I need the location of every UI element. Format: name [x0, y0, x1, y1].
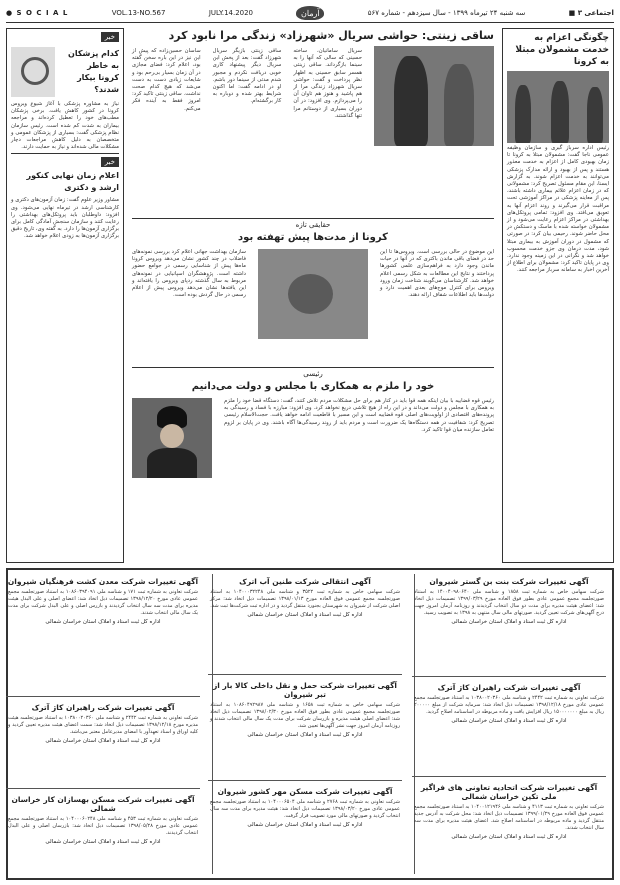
notice-card: آگهی تغییرات شرکت مسکن بهسازان کار خراسان شمالی شرکت تعاونی به شماره ثبت ۴۵۳ و شناسه ملی ۱۰۴۰۰۰۶۰۲۴۸ به استناد صورتجلسه مجمع عمومی عادی مورخ ۱۳۹۸/۰۵/۲۸ تصمیمات ذیل اتخاذ شد: بازرسان اصلی و علی البدل انتخاب گردیدند. اداره کل ثبت اسناد و املاک استان خراسان شمالی [8, 795, 198, 845]
right-article-title: چگونگی اعزام به خدمت مشمولان مبتلا به کرونا [515, 33, 609, 67]
newspaper-logo: آرمان [296, 6, 324, 20]
main-article-body-1: سریال سامانیان، ساخته حسینی که سالی که آنها را به سینما بازگرداند. ساقی زینتی همسر سابق حسینی به اظهار نظر پرداخت و گفت: حواشی سریال شهرزاد زندگی مرا از هم پاشید و هنوز هم تاوان آن را می‌پردازم. وی افزود: در آن دوران بسیاری از دوستانم مرا تنها گذاشتند. [293, 48, 362, 119]
notice-card: آگهی تغییرات شرکت راهبران کاژ آترک شرکت تعاونی به شماره ثبت ۲۴۴۲ و شناسه ملی ۱۰۳۸۰۰۲۰۳۶۰ به استناد صورتجلسه هیئت مدیره مورخ ۱۳۹۸/۱۲/۱۸ تصمیمات ذیل اتخاذ شد: سمت اعضای هیئت مدیره تعیین گردید و کلیه اوراق و اسناد تعهدآور با امضای مدیرعامل معتبر می‌باشد. اداره کل ثبت اسناد و املاک استان خراسان شمالی [8, 703, 199, 744]
page-header [6, 4, 614, 23]
low-article-body: رئیس قوه قضاییه با بیان اینکه همه قوا باید در کنار هم برای حل مشکلات مردم تلاش کنند، گفت: دستگاه قضا خود را ملزم به همکاری با مجلس و دولت می‌داند و در این راه از هیچ تلاشی دریغ نخواهد کرد. وی افزود: مبارزه با فساد و رسیدگی به پرونده‌های اقتصادی از اولویت‌های اصلی قوه قضاییه است و این مسیر با قاطعیت ادامه خواهد یافت. حجت‌الاسلام رئیسی تصریح کرد: شفافیت در همه دستگاه‌ها یک ضرورت است و مردم باید از روند رسیدگی‌ها آگاه باشند. وی در پایان بر لزوم تعامل سازنده میان قوا تاکید کرد. [224, 398, 494, 433]
notice-card: آگهی تغییرات شرکت معدن کشت فرهنگیان شیروان شرکت تعاونی به شماره ثبت ۱۷۱ و شناسه ملی ۱۰۸۶۰۳۹۴۰۹۱ به استناد صورتجلسه مجمع عمومی عادی مورخ ۱۳۹۸/۱۲/۲۰ تصمیمات ذیل اتخاذ شد: اعضای اصلی و علی البدل هیئت مدیره برای مدت سه سال انتخاب گردیدند و بازرس اصلی و علی البدل شرکت برای مدت یک سال مالی انتخاب شدند. اداره کل ثبت اسناد و املاک استان خراسان شمالی [7, 577, 199, 625]
left-kicker-2: خبر [101, 157, 119, 167]
section-label-fa: اجتماعی ۳ ■ [568, 9, 614, 17]
notice-card: آگهی تغییرات شرکت راهبران کاژ آترک شرکت تعاونی به شماره ثبت ۲۴۴۲ و شناسه ملی ۱۰۳۸۰۰۲۰۳۶۰ به استناد صورتجلسه مجمع عمومی عادی مورخ ۱۳۹۸/۱۲/۱۸ تصمیمات ذیل اتخاذ شد: سرمایه شرکت از مبلغ ۲۰۰۰۰۰ ریال به مبلغ ۱۵۰۰۰۰۰۰۰ ریال افزایش یافت و ماده مربوطه در اساسنامه اصلاح گردید. اداره کل ثبت اسناد و املاک استان خراسان شمالی [414, 683, 605, 724]
main-article-body-3: ساسان حسین‌زاده که پیش از این نیز در این باره سخن گفته بود، اعلام کرد: فضای مجازی در آن زمان بسیار بی‌رحم بود و شایعات زیادی دست به دست می‌شد که هیچ کدام صحت نداشت. ساقی زینتی تاکید کرد: امروز فقط به آینده فکر می‌کنم. [131, 48, 201, 112]
date-en: JULY.14.2020 [208, 9, 254, 17]
main-article-title: ساقی زینتی: حواشی سریال «شهرزاد» زندگی مرا نابود کرد [168, 29, 494, 42]
center-column [128, 28, 498, 563]
soldiers-photo [507, 71, 609, 143]
left-kicker: خبر [101, 32, 119, 42]
virus-hands-photo [258, 249, 368, 339]
left-article-title-2: اعلام زمان نهایی کنکور ارشد و دکتری [26, 171, 119, 193]
ads-column-left [4, 574, 202, 874]
right-article-body: رئیس اداره سرباز گیری و سازمان وظیفه عمومی ناجا گفت: مشمولان مبتلا به کرونا تا زمان بهبودی کامل از اعزام به خدمت معذور هستند و پس از بهبود و ارائه مدارک پزشکی می‌توانند به خدمت اعزام شوند. به گزارش ایسنا، این مقام مسئول تصریح کرد: مشمولانی که در زمان اعزام علائم بیماری داشته باشند، پس از معاینه پزشکی در مراکز آموزشی تحت مراقبت قرار می‌گیرند و روند اعزام آنها به تعویق می‌افتد. وی افزود: تمامی پروتکل‌های بهداشتی در مراکز اعزام رعایت می‌شود و از مشمولان خواسته شده با ماسک و دستکش در محل حاضر شوند. رحیمی بیان کرد: در صورتی که مشمول در دوران آموزش به بیماری مبتلا شود، مدت درمان وی جزو خدمت محسوب خواهد شد و نگرانی در این زمینه وجود ندارد. وی در پایان تاکید کرد: مشمولان برای اطلاع از آخرین اخبار به سامانه سرباز مراجعه کنند. [507, 145, 609, 274]
volume-number: VOL.13-NO.567 [111, 9, 166, 17]
mid-article-title: کرونا از مدت‌ها پیش تهفته بود [238, 232, 388, 243]
left-article-title: کدام پزشکان به خاطر کرونا بیکار شدند؟ [68, 49, 119, 94]
legal-notices-section [6, 568, 614, 880]
notice-card: آگهی انتقالی شرکت طنین آب اترک شرکت سهامی خاص به شماره ثبت ۳۵۲۲ و شناسه ملی ۱۰۴۰۰۰۳۲۲۴۸ به استناد صورتجلسه مجمع عمومی فوق العاده مورخ ۱۳۹۸/۰۱/۱۳ تصمیمات ذیل اتخاذ شد: مرکز اصلی شرکت از شیروان به شهرستان بجنورد منتقل گردید و در اداره ثبت شرکت‌ها ثبت شد. اداره کل ثبت اسناد و املاک استان خراسان شمالی [210, 577, 401, 618]
notice-card: آگهی تغییرات شرکت اتحادیه تعاونی های فراگیر ملی تکین خراسان شمالی شرکت تعاونی به شماره ثبت ۴۱۱۳ و شناسه ملی ۱۰۴۰۰۱۲۱۹۴۶ به استناد صورتجلسه مجمع عمومی فوق العاده مورخ ۱۳۹۹/۰۱/۲۹ تصمیمات ذیل اتخاذ شد: محل شرکت به آدرس جدید منتقل گردید و ماده مربوطه در اساسنامه اصلاح شد. اعضای هیئت مدیره برای مدت سه سال انتخاب شدند. اداره کل ثبت اسناد و املاک استان خراسان شمالی [414, 783, 604, 840]
main-article-body-2: ساقی زینتی بازیگر سریال شهرزاد گفت: بعد از پخش این سریال دیگر پیشنهاد کاری خوبی دریافت نکردم و مجبور شدم مدتی از سینما دور باشم. او در ادامه گفت: اما اکنون شرایط بهتر شده و دوباره به کار برگشته‌ام. [212, 48, 282, 105]
low-article-title: خود را ملزم به همکاری با مجلس و دولت می‌دانیم [191, 381, 435, 392]
actress-photo [374, 46, 494, 146]
left-article-body: نیاز به مشاوره پزشکی با آغاز شیوع ویروس کرونا در کشور کاهش یافت. برخی پزشکان مطب‌های خود را تعطیل کرده‌اند و مراجعه بیماران به شدت کم شده است. رئیس سازمان نظام پزشکی گفت: بسیاری از پزشکان عمومی و متخصصان به دلیل کاهش مراجعات دچار مشکلات مالی شده‌اند و نیاز به حمایت دارند. [11, 101, 119, 151]
date-fa: سه شنبه ۲۴ تیرماه ۱۳۹۹ - سال سیزدهم - شماره ۵۶۷ [367, 9, 526, 17]
official-portrait-photo [132, 398, 212, 478]
notice-card: آگهی تغییرات شرکت بنت بن گستر شیروان شرکت سهامی خاص به شماره ثبت ۱۸۵۸ و شناسه ملی ۱۴۰۰۴۰۹۸۰۶۴۰ به استناد صورتجلسه مجمع عمومی عادی بطور فوق العاده مورخ ۱۳۹۹/۰۳/۲۹ تصمیمات ذیل اتخاذ شد: اعضای هیئت مدیره برای مدت دو سال انتخاب گردیدند و روزنامه آرمان امروز جهت درج آگهی‌های شرکت تعیین گردید. صورتهای مالی سال منتهی به ۱۳۹۸ به تصویب رسید. اداره کل ثبت اسناد و املاک استان خراسان شمالی [414, 577, 604, 625]
right-column-article [502, 28, 614, 563]
ads-column-middle [206, 574, 404, 874]
left-article-body-2: مشاور وزیر علوم گفت: زمان آزمون‌های دکتری و کارشناسی ارشد در تیرماه نهایی می‌شود. وی افزود: داوطلبان باید پروتکل‌های بهداشتی را رعایت کنند و سازمان سنجش آمادگی کامل برای برگزاری آزمون‌ها را دارد. به گفته وی، تاریخ دقیق برگزاری آزمون‌ها به زودی اعلام خواهد شد. [11, 197, 119, 240]
section-label-en: ● S O C I A L [6, 9, 69, 17]
left-column-articles [6, 28, 124, 563]
mid-article-body-left: سازمان بهداشت جهانی اعلام کرد بررسی نمونه‌های فاضلاب در چند کشور نشان می‌دهد ویروس کرونا ماه‌ها پیش از شناسایی رسمی در جوامع حضور داشته است. پژوهشگران اسپانیایی در نمونه‌های مربوط به سال گذشته ردپای ویروس را یافته‌اند و این یافته‌ها نشان می‌دهد ویروس پیش از اعلام رسمی در حال گردش بوده است. [132, 249, 246, 299]
low-article-kicker: رئیسی [303, 370, 323, 378]
mid-article-body-right: این موضوع در حالی بررسی است. ویروس‌ها تا این حد در فضای باقی ماندن باکتری که در آنها در حیات ماندن وجود دارد به فراهم‌سازی علمی کشورها پرداختند و نتایج این مطالعات به شکل رسمی اعلام خواهد شد. کارشناسان می‌گویند شناخت زمان ورود ویروس برای کنترل موج‌های بعدی اهمیت دارد و دولت‌ها باید اطلاعات شفاف ارائه دهند. [380, 249, 494, 299]
notice-card: آگهی تغییرات شرکت حمل و نقل داخلی کالا بار از تبر شیروان شرکت سهامی خاص به شماره ثبت ۱۶۵۸ و شناسه ملی ۱۰۸۶۰۴۹۲۹۸۷ به استناد صورتجلسه مجمع عمومی عادی بطور فوق العاده مورخ ۱۳۹۸/۰۲/۳۰ تصمیمات ذیل اتخاذ شد: اعضای اصلی هیئت مدیره و بازرسان شرکت برای مدت یک سال مالی انتخاب شدند و روزنامه آرمان امروز جهت نشر آگهی‌ها تعیین شد. اداره کل ثبت اسناد و املاک استان خراسان شمالی [210, 681, 400, 738]
notice-card: آگهی تغییرات شرکت مسکن مهر کشور شیروان شرکت تعاونی به شماره ثبت ۲۷۶۸ و شناسه ملی ۱۰۴۰۰۰۶۵۰۴ به استناد صورتجلسه مجمع عمومی عادی مورخ ۱۳۹۸/۰۳/۲۰ تصمیمات ذیل اتخاذ شد: هیئت مدیره برای مدت سه سال انتخاب گردید و صورتهای مالی مورد تصویب قرار گرفت. اداره کل ثبت اسناد و املاک استان خراسان شمالی [210, 787, 400, 828]
stethoscope-photo [11, 47, 55, 97]
mid-article-kicker: حقایقی تازه [295, 221, 331, 229]
ads-column-right [410, 574, 608, 874]
